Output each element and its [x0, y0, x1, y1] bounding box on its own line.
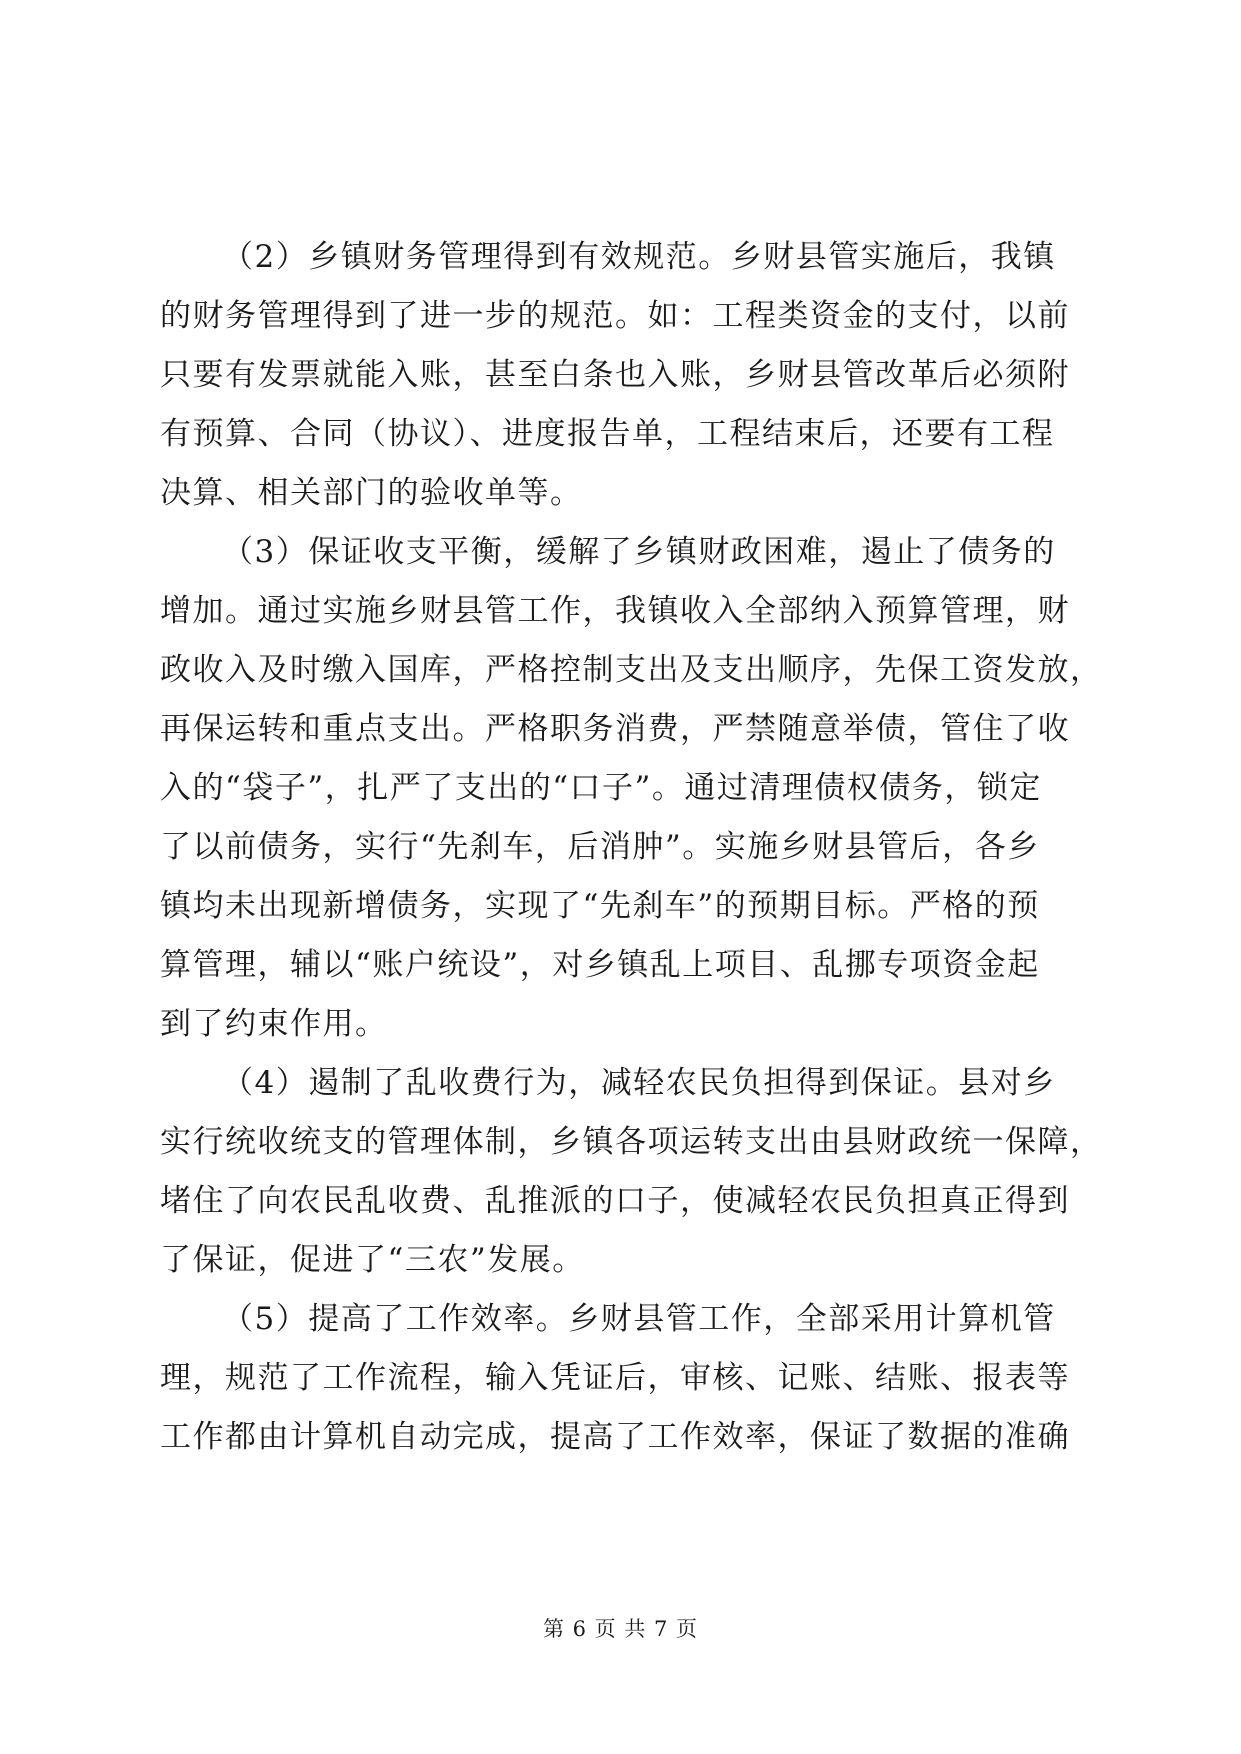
paragraph-line: 实行统收统支的管理体制，乡镇各项运转支出由县财政统一保障， [160, 1124, 1103, 1160]
document-body [160, 228, 1103, 1467]
paragraph-line: 决算、相关部门的验收单等。 [160, 475, 583, 511]
paragraph-line: 入的“袋子”，扎严了支出的“口子”。通过清理债权债务，锁定 [160, 770, 1042, 806]
paragraph-line: 算管理，辅以“账户统设”，对乡镇乱上项目、乱挪专项资金起 [160, 947, 1040, 983]
paragraph-line: 工作都由计算机自动完成，提高了工作效率，保证了数据的准确 [160, 1419, 1070, 1455]
page-footer: 第 6 页 共 7 页 [542, 1617, 699, 1641]
paragraph [160, 228, 1080, 523]
paragraph-line: 镇均未出现新增债务，实现了“先刹车”的预期目标。严格的预 [160, 888, 1040, 924]
paragraph-line: （5）提高了工作效率。乡财县管工作，全部采用计算机管 [222, 1301, 1056, 1337]
paragraph-line: （2）乡镇财务管理得到有效规范。乡财县管实施后，我镇 [222, 239, 1056, 275]
paragraph-line: （3）保证收支平衡，缓解了乡镇财政困难，遏止了债务的 [222, 534, 1056, 570]
paragraph-line: 了保证，促进了“三农”发展。 [160, 1242, 585, 1278]
paragraph-line: 增加。通过实施乡财县管工作，我镇收入全部纳入预算管理，财 [160, 593, 1070, 629]
paragraph [160, 523, 1103, 1054]
paragraph-line: 理，规范了工作流程，输入凭证后，审核、记账、结账、报表等 [160, 1360, 1070, 1396]
paragraph-line: 只要有发票就能入账，甚至白条也入账，乡财县管改革后必须附 [160, 357, 1070, 393]
paragraph-line: 堵住了向农民乱收费、乱推派的口子，使减轻农民负担真正得到 [160, 1183, 1070, 1219]
paragraph [160, 1290, 1080, 1467]
paragraph-line: 政收入及时缴入国库，严格控制支出及支出顺序，先保工资发放， [160, 652, 1103, 688]
paragraph-line: 到了约束作用。 [160, 1006, 388, 1042]
paragraph-line: 了以前债务，实行“先刹车，后消肿”。实施乡财县管后，各乡 [160, 829, 1040, 865]
paragraph-line: 再保运转和重点支出。严格职务消费，严禁随意举债，管住了收 [160, 711, 1070, 747]
paragraph [160, 1054, 1103, 1290]
paragraph-line: 的财务管理得到了进一步的规范。如：工程类资金的支付，以前 [160, 298, 1070, 334]
paragraph-line: 有预算、合同（协议）、进度报告单，工程结束后，还要有工程 [160, 416, 1055, 452]
paragraph-line: （4）遏制了乱收费行为，减轻农民负担得到保证。县对乡 [222, 1065, 1056, 1101]
